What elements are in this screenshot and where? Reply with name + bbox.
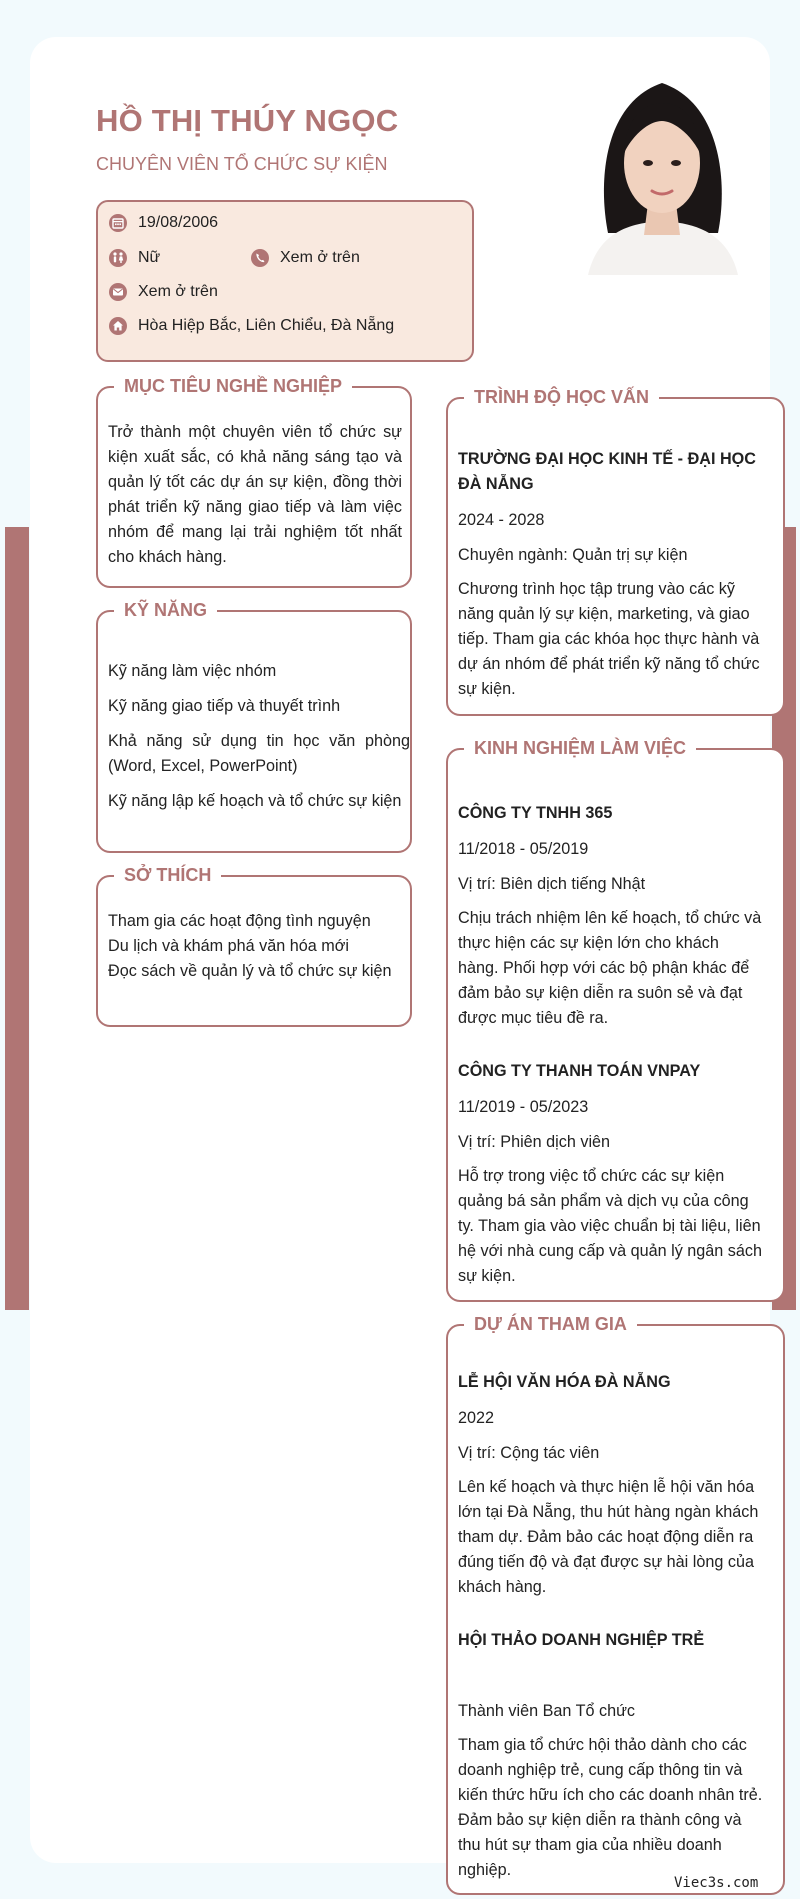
project-name: HỘI THẢO DOANH NGHIỆP TRẺ bbox=[458, 1631, 705, 1649]
email-row bbox=[108, 282, 218, 302]
hobbies-title: SỞ THÍCH bbox=[114, 863, 221, 887]
watermark-text: Viec3s.com bbox=[674, 1875, 759, 1891]
hobby-item: Tham gia các hoạt động tình nguyện bbox=[108, 912, 371, 930]
mail-icon bbox=[108, 282, 128, 302]
job-position: Vị trí: Phiên dịch viên bbox=[458, 1133, 611, 1151]
project-name: LỄ HỘI VĂN HÓA ĐÀ NẴNG bbox=[458, 1373, 671, 1391]
objective-text: Trở thành một chuyên viên tổ chức sự kiện xuất sắc, có khả năng sáng tạo và quản lý tốt các dự án sự kiện, đồng thời phát triển kỹ năng giao tiếp và làm việc nhóm để mang lại trải nghiệm tốt nhất cho khách hàng. bbox=[108, 423, 402, 566]
birthday-row bbox=[108, 213, 218, 233]
job-period: 11/2018 - 05/2019 bbox=[458, 840, 589, 858]
project-year: 2022 bbox=[458, 1409, 495, 1427]
contact-info-box bbox=[96, 200, 474, 362]
phone-row bbox=[250, 248, 360, 268]
gender-row bbox=[108, 248, 160, 268]
skills-section bbox=[96, 600, 412, 853]
gender-icon bbox=[108, 248, 128, 268]
project-role: Vị trí: Cộng tác viên bbox=[458, 1444, 600, 1462]
education-title: TRÌNH ĐỘ HỌC VẤN bbox=[464, 385, 659, 409]
job-description: Hỗ trợ trong việc tổ chức các sự kiện quảng bá sản phẩm và dịch vụ của công ty. Tham gia vào việc chuẩn bị tài liệu, liên hệ với nhà cung cấp và quản lý ngân sách sự kiện. bbox=[458, 1167, 762, 1285]
education-description: Chương trình học tập trung vào các kỹ năng quản lý sự kiện, marketing, và giao tiếp. Tham gia các khóa học thực hành và dự án nhóm để phát triển kỹ năng tổ chức sự kiện. bbox=[458, 580, 760, 698]
objective-title: MỤC TIÊU NGHỀ NGHIỆP bbox=[114, 374, 352, 398]
skill-item: Kỹ năng lập kế hoạch và tổ chức sự kiện bbox=[108, 792, 402, 810]
education-period: 2024 - 2028 bbox=[458, 511, 545, 529]
skill-item: Khả năng sử dụng tin học văn phòng (Word, Excel, PowerPoint) bbox=[108, 732, 410, 775]
project-description: Tham gia tổ chức hội thảo dành cho các doanh nghiệp trẻ, cung cấp thông tin và kiến thức hữu ích cho các doanh nhân trẻ. Đảm bảo sự kiện diễn ra thành công và thu hút sự tham gia của nhiều doanh nghiệp. bbox=[458, 1736, 763, 1879]
birthday-value: 19/08/2006 bbox=[138, 214, 219, 231]
profile-photo bbox=[578, 63, 746, 275]
experience-title: KINH NGHIỆM LÀM VIỆC bbox=[464, 736, 696, 760]
job-company: CÔNG TY THANH TOÁN VNPAY bbox=[458, 1062, 701, 1080]
experience-section bbox=[446, 738, 785, 1302]
skill-item: Kỹ năng làm việc nhóm bbox=[108, 662, 277, 680]
phone-icon bbox=[250, 248, 270, 268]
candidate-name: HỒ THỊ THÚY NGỌC bbox=[96, 103, 399, 138]
hobby-item: Đọc sách về quản lý và tổ chức sự kiện bbox=[108, 962, 392, 980]
gender-value: Nữ bbox=[138, 249, 161, 266]
projects-section bbox=[446, 1314, 785, 1895]
email-value: Xem ở trên bbox=[138, 283, 218, 300]
phone-value: Xem ở trên bbox=[280, 249, 360, 266]
projects-title: DỰ ÁN THAM GIA bbox=[464, 1312, 637, 1336]
cv-paper bbox=[30, 37, 770, 1879]
project-role: Thành viên Ban Tổ chức bbox=[458, 1702, 636, 1720]
left-accent-bar bbox=[5, 527, 29, 1310]
skills-title: KỸ NĂNG bbox=[114, 598, 217, 622]
skill-item: Kỹ năng giao tiếp và thuyết trình bbox=[108, 697, 341, 715]
school-name: TRƯỜNG ĐẠI HỌC KINH TẾ - ĐẠI HỌC ĐÀ NẴNG bbox=[458, 450, 756, 493]
address-value: Hòa Hiệp Bắc, Liên Chiểu, Đà Nẵng bbox=[138, 317, 395, 334]
education-section bbox=[446, 387, 785, 716]
job-title: CHUYÊN VIÊN TỔ CHỨC SỰ KIỆN bbox=[96, 154, 388, 174]
objective-section bbox=[96, 376, 412, 588]
project-description: Lên kế hoạch và thực hiện lễ hội văn hóa lớn tại Đà Nẵng, thu hút hàng ngàn khách tham dự. Đảm bảo các hoạt động diễn ra đúng tiến độ và đạt được sự hài lòng của khách hàng. bbox=[458, 1478, 759, 1596]
hobbies-section bbox=[96, 865, 412, 1027]
job-company: CÔNG TY TNHH 365 bbox=[458, 804, 613, 822]
calendar-icon bbox=[108, 213, 128, 233]
hobby-item: Du lịch và khám phá văn hóa mới bbox=[108, 937, 349, 955]
job-position: Vị trí: Biên dịch tiếng Nhật bbox=[458, 875, 646, 893]
address-row bbox=[108, 316, 394, 336]
home-icon bbox=[108, 316, 128, 336]
job-period: 11/2019 - 05/2023 bbox=[458, 1098, 589, 1116]
education-major: Chuyên ngành: Quản trị sự kiện bbox=[458, 546, 688, 564]
job-description: Chịu trách nhiệm lên kế hoạch, tổ chức và thực hiện các sự kiện lớn cho khách hàng. Phối hợp với các bộ phận khác để đảm bảo sự kiện diễn ra suôn sẻ và đạt được mục tiêu đề ra. bbox=[458, 909, 762, 1027]
